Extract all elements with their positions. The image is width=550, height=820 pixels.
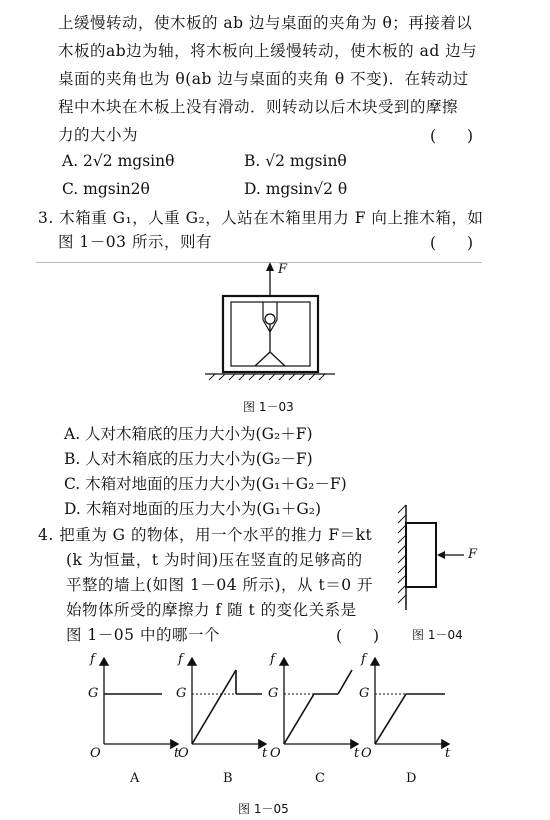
graph-d — [375, 658, 449, 744]
graph-a-label: A — [130, 771, 140, 786]
q3-option-c: C. 木箱对地面的压力大小为(G₁＋G₂－F) — [64, 475, 347, 493]
q4-line-2: (k 为恒量，t 为时间)压在竖直的足够高的 — [66, 551, 363, 569]
q4-line-5: 图 1－05 中的哪一个 — [66, 626, 220, 644]
graph-a — [104, 658, 178, 744]
fig103-caption: 图 1－03 — [243, 400, 294, 414]
graph-b-t-label: t — [262, 746, 268, 761]
fig103-force-label: F — [278, 262, 288, 277]
graph-a-origin: O — [90, 746, 101, 761]
graph-d-origin: O — [361, 746, 372, 761]
graph-b-label: B — [223, 771, 233, 786]
q3-line-2: 图 1－03 所示，则有 — [58, 233, 212, 251]
fig104-caption: 图 1－04 — [412, 628, 463, 642]
graph-b-f-label: f — [178, 652, 183, 667]
q4-line-3: 平整的墙上(如图 1－04 所示)，从 t＝0 开 — [66, 576, 373, 594]
graph-b — [192, 658, 266, 744]
graph-a-t-label: t — [174, 746, 180, 761]
q2-option-d: D. mgsin√2 θ — [244, 180, 348, 198]
graph-a-g-label: G — [88, 686, 99, 701]
intro-line-2: 木板的ab边为轴，将木板向上缓慢转动，使木板的 ad 边与 — [58, 42, 478, 60]
graph-a-f-label: f — [90, 652, 95, 667]
graph-c-origin: O — [270, 746, 281, 761]
graph-d-g-label: G — [359, 686, 370, 701]
q3-line-1: 3. 木箱重 G₁，人重 G₂，人站在木箱里用力 F 向上推木箱，如 — [38, 209, 484, 227]
graph-c-label: C — [315, 771, 325, 786]
answer-blank-q2: ( ) — [430, 127, 474, 145]
q3-option-b: B. 人对木箱底的压力大小为(G₂－F) — [64, 450, 313, 468]
graph-d-f-label: f — [361, 652, 366, 667]
q4-line-1: 4. 把重为 G 的物体，用一个水平的推力 F＝kt — [38, 526, 373, 544]
graph-d-t-label: t — [445, 746, 451, 761]
graph-c — [284, 658, 358, 744]
graph-c-t-label: t — [354, 746, 360, 761]
intro-line-4: 程中木块在木板上没有滑动．则转动以后木块受到的摩擦 — [58, 98, 459, 116]
graph-c-g-label: G — [268, 686, 279, 701]
figure-1-05 — [0, 650, 550, 760]
graph-c-f-label: f — [270, 652, 275, 667]
q3-option-a: A. 人对木箱底的压力大小为(G₂＋F) — [64, 425, 313, 443]
fig105-caption: 图 1－05 — [238, 802, 289, 816]
q3-option-d: D. 木箱对地面的压力大小为(G₁＋G₂) — [64, 500, 322, 518]
answer-blank-q3: ( ) — [430, 234, 474, 252]
figure-1-04 — [396, 505, 496, 615]
intro-line-5: 力的大小为 — [58, 126, 139, 144]
intro-line-1: 上缓慢转动，使木板的 ab 边与桌面的夹角为 θ；再接着以 — [58, 14, 473, 32]
fig104-force-label: F — [468, 547, 478, 562]
intro-line-3: 桌面的夹角也为 θ(ab 边与桌面的夹角 θ 不变)．在转动过 — [58, 70, 469, 88]
graph-d-label: D — [406, 771, 417, 786]
graph-b-g-label: G — [176, 686, 187, 701]
q2-option-c: C. mgsin2θ — [62, 180, 150, 198]
q4-line-4: 始物体所受的摩擦力 f 随 t 的变化关系是 — [66, 601, 357, 619]
q2-option-a: A. 2√2 mgsinθ — [62, 152, 175, 170]
graph-b-origin: O — [178, 746, 189, 761]
q2-option-b: B. √2 mgsinθ — [244, 152, 347, 170]
figure-1-03 — [205, 262, 335, 387]
answer-blank-q4: ( ) — [336, 627, 380, 645]
